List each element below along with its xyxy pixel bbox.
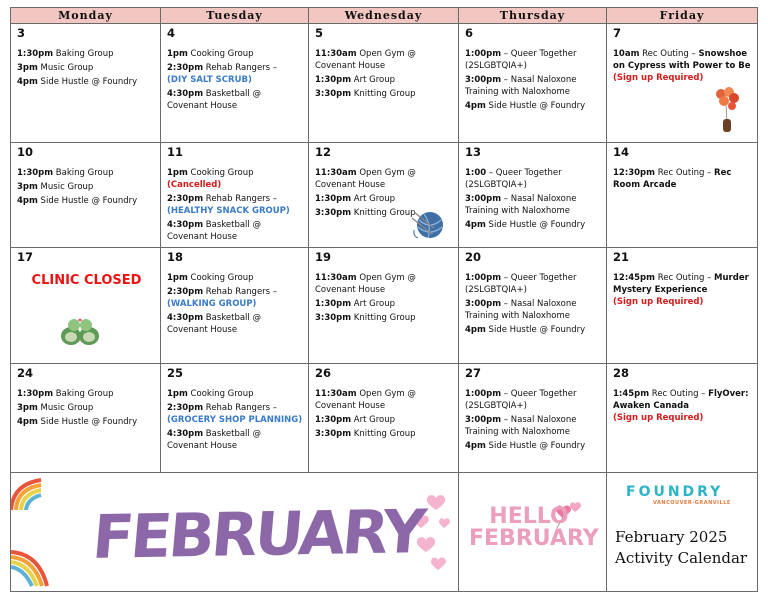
day-number: 26 xyxy=(315,366,332,380)
event-time: 2:30pm xyxy=(167,194,204,204)
event-item xyxy=(465,388,602,412)
header-friday: Friday xyxy=(607,8,758,24)
event-time: 1:00pm xyxy=(465,273,502,283)
clinic-closed-notice: CLINIC CLOSED xyxy=(31,273,142,287)
sign-up-required-label: (Sign up Required) xyxy=(613,297,704,307)
day-number: 11 xyxy=(167,145,184,159)
event-description: – Queer Together (2SLGBTQIA+) xyxy=(465,49,577,71)
day-cell xyxy=(607,364,758,473)
event-time: 4:30pm xyxy=(167,89,204,99)
event-time: 3pm xyxy=(17,182,38,192)
day-cell xyxy=(161,143,309,248)
event-item xyxy=(613,388,753,424)
event-time: 2:30pm xyxy=(167,287,204,297)
event-item xyxy=(167,62,304,86)
event-time: 3:30pm xyxy=(315,429,352,439)
event-description: Basketball @ Covenant House xyxy=(167,429,261,451)
day-cell xyxy=(161,24,309,143)
event-description: Music Group xyxy=(37,403,94,413)
event-item xyxy=(465,100,602,112)
event-description: Open Gym @ Covenant House xyxy=(315,49,416,71)
activity-detail: (GROCERY SHOP PLANNING) xyxy=(167,415,303,425)
day-cell xyxy=(607,143,758,248)
event-item xyxy=(167,428,304,452)
day-cell xyxy=(309,24,459,143)
event-item xyxy=(167,193,304,217)
event-description: Open Gym @ Covenant House xyxy=(315,273,416,295)
event-time: 1pm xyxy=(167,389,188,399)
event-item xyxy=(315,167,454,191)
day-cell xyxy=(161,248,309,364)
event-description: Cooking Group xyxy=(187,273,254,283)
event-time: 1:30pm xyxy=(17,49,54,59)
event-description: – Nasal Naloxone Training with Naloxhome xyxy=(465,415,577,437)
day-number: 25 xyxy=(167,366,184,380)
day-number: 13 xyxy=(465,145,482,159)
event-item xyxy=(465,324,602,336)
outing-name: FlyOver: Awaken Canada xyxy=(613,389,749,411)
day-number: 27 xyxy=(465,366,482,380)
event-item xyxy=(17,402,156,414)
cancelled-label: (Cancelled) xyxy=(167,180,222,190)
event-item xyxy=(167,286,304,310)
event-item xyxy=(167,388,304,400)
event-time: 4pm xyxy=(465,441,486,451)
event-time: 11:30am xyxy=(315,273,357,283)
rainbow-icon xyxy=(11,476,49,512)
day-cell xyxy=(459,248,607,364)
day-number: 18 xyxy=(167,250,184,264)
event-time: 1:45pm xyxy=(613,389,650,399)
event-item xyxy=(17,62,156,74)
event-item xyxy=(315,414,454,426)
day-number: 6 xyxy=(465,26,474,40)
hello-line: HELLO xyxy=(489,504,569,529)
event-item xyxy=(613,48,753,84)
activity-detail: (DIY SALT SCRUB) xyxy=(167,75,252,85)
event-description: Cooking Group xyxy=(187,168,254,178)
event-item xyxy=(613,272,753,308)
event-time: 11:30am xyxy=(315,49,357,59)
event-description: – Nasal Naloxone Training with Naloxhome xyxy=(465,299,577,321)
outing-name: Rec Room Arcade xyxy=(613,168,732,190)
event-item xyxy=(167,402,304,426)
event-item xyxy=(315,193,454,205)
header-tuesday: Tuesday xyxy=(161,8,309,24)
event-description: Baking Group xyxy=(53,168,114,178)
event-time: 4pm xyxy=(17,196,38,206)
event-time: 12:45pm xyxy=(613,273,655,283)
event-time: 4pm xyxy=(17,77,38,87)
event-item xyxy=(17,195,156,207)
event-time: 4pm xyxy=(465,325,486,335)
february-line: FEBRUARY xyxy=(469,526,599,551)
week-row xyxy=(11,364,758,473)
event-item xyxy=(465,219,602,231)
event-time: 3:00pm xyxy=(465,194,502,204)
day-number: 10 xyxy=(17,145,34,159)
event-description: Cooking Group xyxy=(187,389,254,399)
event-description: Knitting Group xyxy=(351,429,416,439)
event-description: Basketball @ Covenant House xyxy=(167,313,261,335)
event-description: Open Gym @ Covenant House xyxy=(315,168,416,190)
event-description: Art Group xyxy=(351,194,396,204)
event-description: Rehab Rangers – xyxy=(203,194,278,204)
day-number: 12 xyxy=(315,145,332,159)
event-description: Rehab Rangers – xyxy=(203,63,278,73)
day-number: 19 xyxy=(315,250,332,264)
event-time: 4pm xyxy=(17,417,38,427)
hello-february-text xyxy=(469,504,599,551)
day-cell xyxy=(459,24,607,143)
event-description: Rec Outing – xyxy=(639,49,699,59)
week-row xyxy=(11,24,758,143)
event-description: Music Group xyxy=(37,182,94,192)
event-time: 3:00pm xyxy=(465,415,502,425)
event-description: Knitting Group xyxy=(351,208,416,218)
event-description: Cooking Group xyxy=(187,49,254,59)
header-wednesday: Wednesday xyxy=(309,8,459,24)
event-time: 1:30pm xyxy=(315,194,352,204)
day-cell xyxy=(11,24,161,143)
event-description: Rec Outing – xyxy=(655,168,715,178)
event-item xyxy=(465,440,602,452)
event-item xyxy=(315,88,454,100)
event-description: – Nasal Naloxone Training with Naloxhome xyxy=(465,75,577,97)
event-item xyxy=(315,272,454,296)
event-item xyxy=(315,74,454,86)
event-item xyxy=(465,167,602,191)
event-item xyxy=(465,298,602,322)
event-description: Side Hustle @ Foundry xyxy=(37,417,138,427)
event-item xyxy=(167,48,304,60)
event-item xyxy=(465,272,602,296)
event-time: 1pm xyxy=(167,273,188,283)
event-description: Open Gym @ Covenant House xyxy=(315,389,416,411)
day-cell xyxy=(309,364,459,473)
outing-name: Snowshoe on Cypress with Power to Be xyxy=(613,49,751,71)
event-description: – Queer Together (2SLGBTQIA+) xyxy=(465,389,577,411)
rainbow-icon xyxy=(11,548,51,590)
event-time: 2:30pm xyxy=(167,63,204,73)
event-description: – Nasal Naloxone Training with Naloxhome xyxy=(465,194,577,216)
event-time: 1:00pm xyxy=(465,389,502,399)
event-description: Rehab Rangers – xyxy=(203,287,278,297)
event-description: Music Group xyxy=(37,63,94,73)
event-time: 1pm xyxy=(167,49,188,59)
header-thursday: Thursday xyxy=(459,8,607,24)
event-description: Basketball @ Covenant House xyxy=(167,220,261,242)
event-item xyxy=(167,219,304,243)
event-description: Side Hustle @ Foundry xyxy=(37,196,138,206)
yarn-ball-icon xyxy=(410,208,448,242)
week-row xyxy=(11,143,758,248)
event-description: Rec Outing – xyxy=(649,389,709,399)
event-item xyxy=(17,181,156,193)
event-time: 4pm xyxy=(465,220,486,230)
event-item xyxy=(315,298,454,310)
event-description: Side Hustle @ Foundry xyxy=(37,77,138,87)
day-cell xyxy=(11,364,161,473)
event-item xyxy=(17,48,156,60)
event-description: Side Hustle @ Foundry xyxy=(485,101,586,111)
event-time: 4:30pm xyxy=(167,313,204,323)
event-time: 3:30pm xyxy=(315,313,352,323)
activity-detail: (HEALTHY SNACK GROUP) xyxy=(167,206,290,216)
event-description: Side Hustle @ Foundry xyxy=(485,325,586,335)
event-item xyxy=(315,388,454,412)
calendar-title-line2: Activity Calendar xyxy=(615,549,748,567)
event-time: 2:30pm xyxy=(167,403,204,413)
week-row xyxy=(11,248,758,364)
event-time: 1:30pm xyxy=(315,415,352,425)
event-time: 3:00pm xyxy=(465,75,502,85)
event-time: 4:30pm xyxy=(167,429,204,439)
event-description: Knitting Group xyxy=(351,313,416,323)
event-time: 1:00 xyxy=(465,168,487,178)
event-time: 3:30pm xyxy=(315,208,352,218)
event-time: 4pm xyxy=(465,101,486,111)
event-item xyxy=(315,428,454,440)
event-item xyxy=(17,167,156,179)
day-cell xyxy=(459,143,607,248)
event-description: – Queer Together (2SLGBTQIA+) xyxy=(465,168,562,190)
event-item xyxy=(465,193,602,217)
event-description: Baking Group xyxy=(53,389,114,399)
event-description: Rec Outing – xyxy=(655,273,715,283)
event-item xyxy=(465,414,602,438)
event-item xyxy=(17,388,156,400)
event-item xyxy=(17,416,156,428)
event-description: Rehab Rangers – xyxy=(203,403,278,413)
event-item xyxy=(17,76,156,88)
day-number: 5 xyxy=(315,26,324,40)
foundry-location: VANCOUVER-GRANVILLE xyxy=(653,500,731,506)
balloons-icon xyxy=(712,86,742,136)
event-item xyxy=(315,48,454,72)
sign-up-required-label: (Sign up Required) xyxy=(613,413,704,423)
calendar-title xyxy=(615,527,747,569)
event-description: – Queer Together (2SLGBTQIA+) xyxy=(465,273,577,295)
calendar-title-line1: February 2025 xyxy=(615,528,728,546)
day-number: 17 xyxy=(17,250,34,264)
event-time: 3:00pm xyxy=(465,299,502,309)
event-item xyxy=(613,167,753,191)
event-description: Art Group xyxy=(351,415,396,425)
day-number: 20 xyxy=(465,250,482,264)
event-item xyxy=(315,312,454,324)
activity-detail: (WALKING GROUP) xyxy=(167,299,257,309)
event-time: 4:30pm xyxy=(167,220,204,230)
event-item xyxy=(167,167,304,191)
day-number: 28 xyxy=(613,366,630,380)
day-number: 7 xyxy=(613,26,622,40)
day-cell xyxy=(11,143,161,248)
header-monday: Monday xyxy=(11,8,161,24)
event-time: 1:30pm xyxy=(315,299,352,309)
event-time: 3pm xyxy=(17,403,38,413)
february-banner-text: FEBRUARY xyxy=(89,497,426,573)
event-time: 1pm xyxy=(167,168,188,178)
day-cell xyxy=(459,364,607,473)
day-number: 24 xyxy=(17,366,34,380)
event-time: 10am xyxy=(613,49,640,59)
event-time: 1:30pm xyxy=(17,389,54,399)
event-item xyxy=(465,48,602,72)
event-description: Art Group xyxy=(351,75,396,85)
event-description: Art Group xyxy=(351,299,396,309)
event-time: 12:30pm xyxy=(613,168,655,178)
event-time: 11:30am xyxy=(315,168,357,178)
event-time: 3:30pm xyxy=(315,89,352,99)
event-description: Side Hustle @ Foundry xyxy=(485,220,586,230)
day-number: 21 xyxy=(613,250,630,264)
event-item xyxy=(465,74,602,98)
event-description: Side Hustle @ Foundry xyxy=(485,441,586,451)
sign-up-required-label: (Sign up Required) xyxy=(613,73,704,83)
day-number: 3 xyxy=(17,26,26,40)
turtles-hugging-icon xyxy=(58,317,102,349)
event-item xyxy=(167,312,304,336)
day-number: 4 xyxy=(167,26,176,40)
event-time: 1:30pm xyxy=(17,168,54,178)
foundry-logo: FOUNDRY xyxy=(626,484,724,500)
day-cell xyxy=(607,248,758,364)
weekday-header-row xyxy=(11,8,758,24)
event-time: 3pm xyxy=(17,63,38,73)
event-description: Knitting Group xyxy=(351,89,416,99)
outing-name: Murder Mystery Experience xyxy=(613,273,749,295)
event-item xyxy=(167,88,304,112)
event-description: Basketball @ Covenant House xyxy=(167,89,261,111)
event-time: 1:30pm xyxy=(315,75,352,85)
day-number: 14 xyxy=(613,145,630,159)
day-cell xyxy=(161,364,309,473)
event-time: 1:00pm xyxy=(465,49,502,59)
event-time: 11:30am xyxy=(315,389,357,399)
event-item xyxy=(167,272,304,284)
day-cell xyxy=(309,248,459,364)
event-description: Baking Group xyxy=(53,49,114,59)
